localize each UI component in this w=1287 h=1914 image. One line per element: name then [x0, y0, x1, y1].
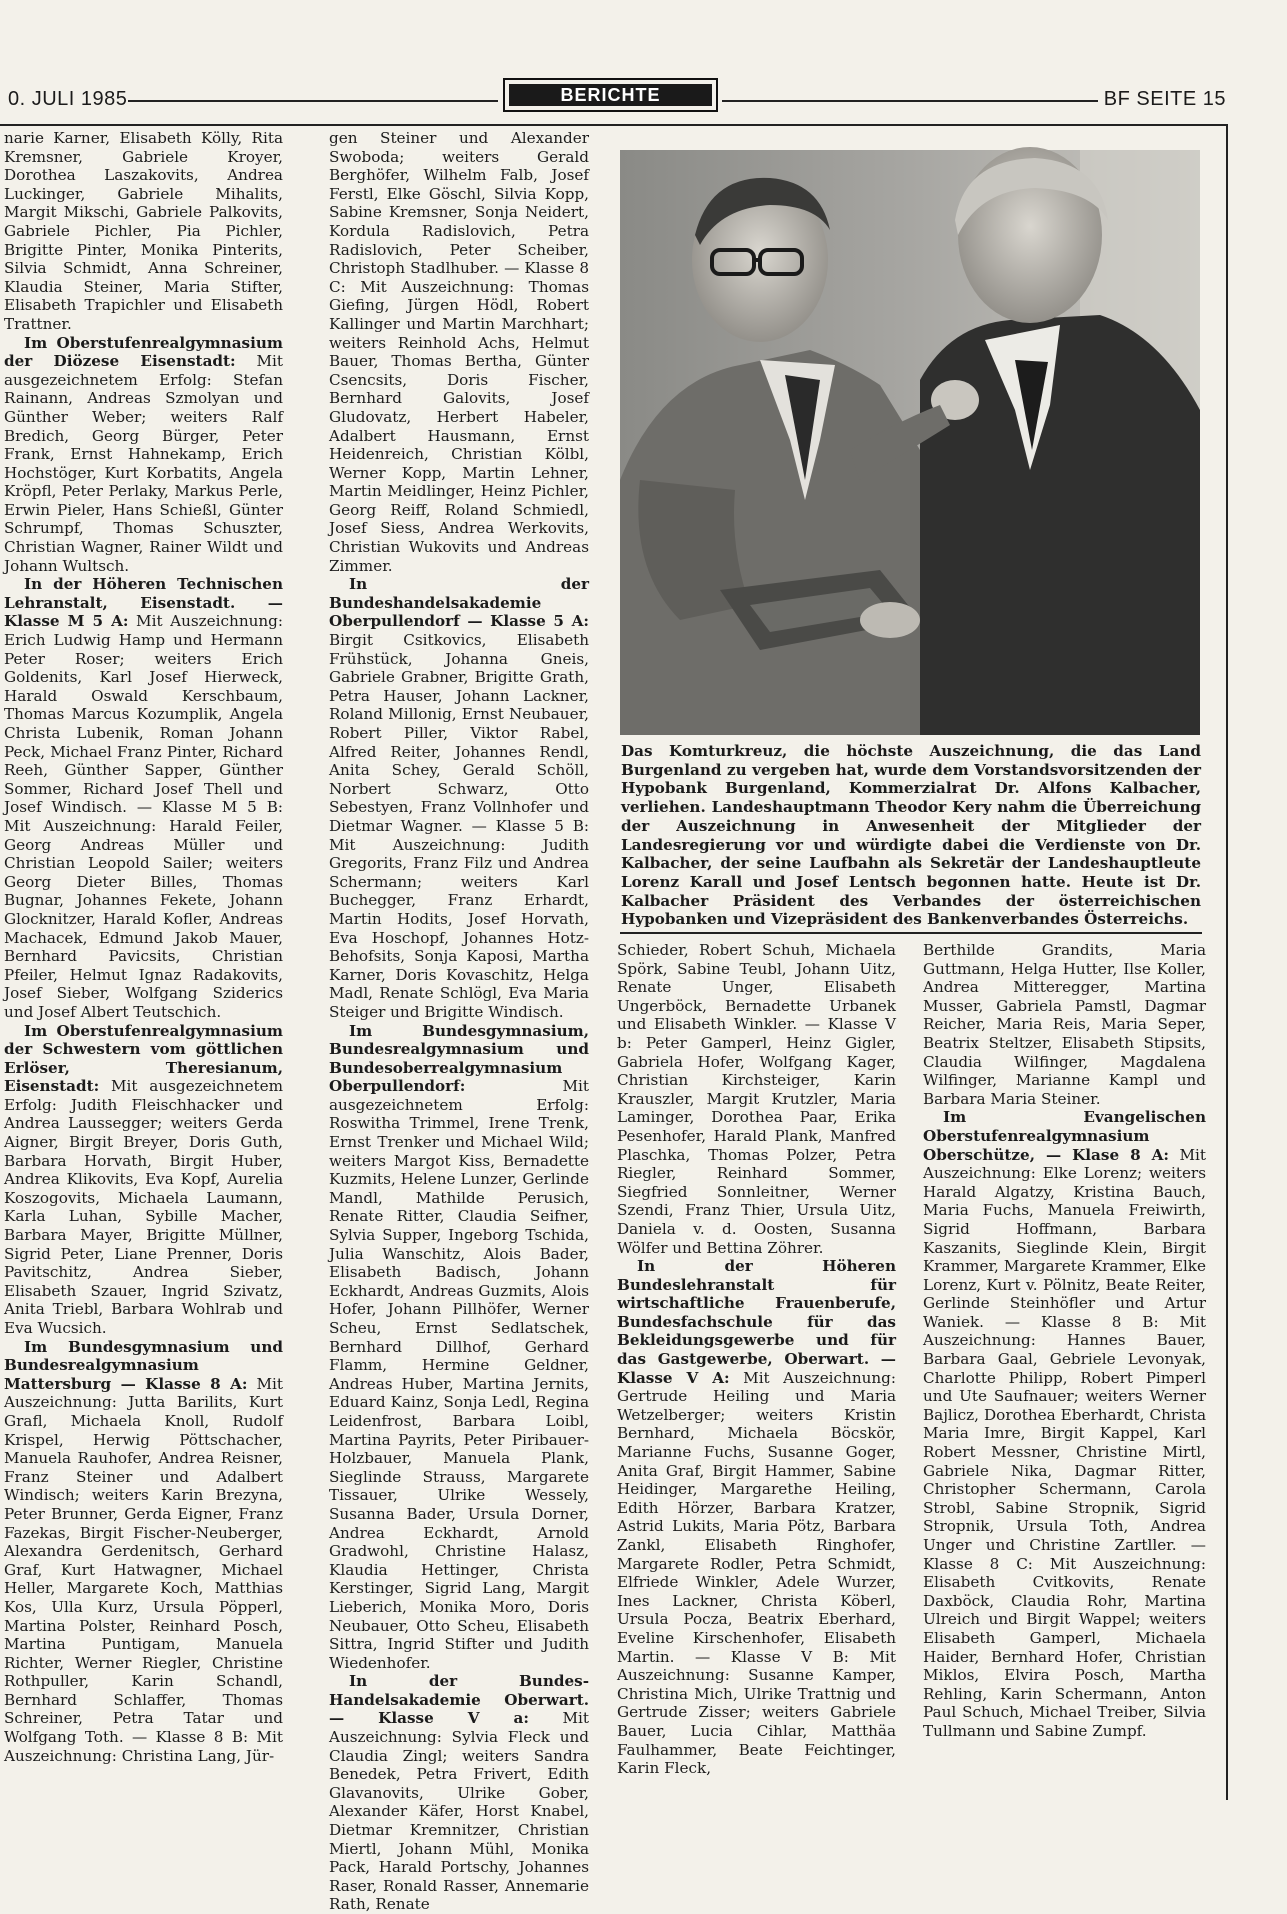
school-heading: Im Bundesgymnasium und Bundesrealgymnasium Mattersburg — Klasse 8 A:: [4, 1337, 283, 1393]
name-list: narie Karner, Elisabeth Kölly, Rita Kremsner, Gabriele Kroyer, Dorothea Laszakovits, Andrea Luckinger, Gabriele Mihalits, Margit Mikschi, Gabriele Palkovits, Gabriele Pichler, Pia Pichler, Brigitte Pinter, Monika Pinterits, Silvia Schmidt, Anna Schreiner, Klaudia Steiner, Maria Stifter, Elisabeth Trapichler und Elisabeth Trattner.: [4, 129, 283, 333]
article-paragraph: [329, 1672, 589, 1914]
name-list: Schieder, Robert Schuh, Michaela Spörk, Sabine Teubl, Johann Uitz, Renate Unger, Elisabeth Ungerböck, Bernadette Urbanek und Elisabeth Winkler. — Klasse V b: Peter Gamperl, Heinz Gigler, Gabriela Hofer, Wolfgang Kager, Christian Kirchsteiger, Karin Krauszler, Margit Krutzler, Maria Laminger, Dorothea Paar, Erika Pesenhofer, Harald Plank, Manfred Plaschka, Thomas Polzer, Petra Riegler, Reinhard Sommer, Siegfried Sonnleitner, Werner Szendi, Franz Thier, Ursula Uitz, Daniela v. d. Oosten, Susanna Wölfer und Bettina Zöhrer.: [617, 941, 896, 1257]
name-list: Mit ausgezeichnetem Erfolg: Judith Fleischhacker und Andrea Laussegger; weiters Gerda Aigner, Birgit Breyer, Doris Guth, Barbara Horvath, Birgit Huber, Andrea Klikovits, Eva Kopf, Aurelia Koszogovits, Michaela Laumann, Karla Luhan, Sybille Macher, Barbara Mayer, Brigitte Müllner, Sigrid Peter, Liane Prenner, Doris Pavitschitz, Andrea Sieber, Elisabeth Szauer, Ingrid Szivatz, Anita Triebl, Barbara Wohlrab und Eva Wucsich.: [4, 1077, 283, 1337]
text-column-2: [329, 129, 589, 1914]
page-header: [0, 86, 1230, 116]
name-list: Mit Auszeichnung: Sylvia Fleck und Claudia Zingl; weiters Sandra Benedek, Petra Frivert, Edith Glavanovits, Ulrike Gober, Alexander Käfer, Horst Knabel, Dietmar Kremnitzer, Christian Miertl, Johann Mühl, Monika Pack, Harald Portschy, Johannes Raser, Ronald Rasser, Annemarie Rath, Renate: [329, 1709, 589, 1914]
name-list: Birgit Csitkovics, Elisabeth Frühstück, Johanna Gneis, Gabriele Grabner, Brigitte Grath, Petra Hauser, Johann Lackner, Roland Millonig, Ernst Neubauer, Robert Piller, Viktor Rabel, Alfred Reiter, Johannes Rendl, Anita Schey, Gerald Schöll, Norbert Schwarz, Otto Sebestyen, Franz Vollnhofer und Dietmar Wagner. — Klasse 5 B: Mit Auszeichnung: Judith Gregorits, Franz Filz und Andrea Schermann; weiters Karl Buchegger, Franz Erhardt, Martin Hodits, Josef Horvath, Eva Hoschopf, Johannes Hotz-Behofsits, Sonja Kaposi, Martha Karner, Doris Kovaschitz, Helga Madl, Renate Schlögl, Eva Maria Steiger und Brigitte Windisch.: [329, 631, 589, 1021]
header-rule-left: [128, 100, 498, 102]
text-column-4: [923, 941, 1206, 1800]
article-paragraph: [617, 1257, 896, 1778]
section-title: BERICHTE: [509, 84, 712, 106]
text-column-3: [617, 941, 896, 1800]
article-paragraph: [4, 129, 283, 334]
name-list: Mit Auszeichnung: Jutta Barilits, Kurt Grafl, Michaela Knoll, Rudolf Krispel, Herwig Pöttschacher, Manuela Rauhofer, Andrea Reisner, Franz Steiner und Adalbert Windisch; weiters Karin Brezyna, Peter Brunner, Gerda Eigner, Franz Fazekas, Birgit Fischer-Neuberger, Alexandra Gerdenitsch, Gerhard Graf, Kurt Hatwagner, Michael Heller, Margarete Koch, Matthias Kos, Ulla Kurz, Ursula Pöpperl, Martina Polster, Reinhard Posch, Martina Puntigam, Manuela Richter, Werner Riegler, Christine Rothpuller, Karin Schandl, Bernhard Schlaffer, Thomas Schreiner, Petra Tatar und Wolfgang Toth. — Klasse 8 B: Mit Auszeichnung: Christina Lang, Jür-: [4, 1374, 283, 1765]
school-heading: Im Bundesgymnasium, Bundesrealgymnasium und Bundesoberrealgymnasium Oberpullendorf:: [329, 1021, 589, 1096]
article-paragraph: [923, 941, 1206, 1108]
article-paragraph: [923, 1108, 1206, 1740]
top-rule: [0, 124, 1227, 126]
name-list: Mit Auszeichnung: Elke Lorenz; weiters Harald Algatzy, Kristina Bauch, Maria Fuchs, Manuela Freiwirth, Sigrid Hoffmann, Barbara Kaszanits, Sieglinde Klein, Birgit Krammer, Margarete Krammer, Elke Lorenz, Kurt v. Pölnitz, Beate Reiter, Gerlinde Steinhöfler und Artur Waniek. — Klasse 8 B: Mit Auszeichnung: Hannes Bauer, Barbara Gaal, Gebriele Levonyak, Charlotte Philipp, Robert Pimperl und Ute Saufnauer; weiters Werner Bajlicz, Dorothea Eberhardt, Christa Maria Imre, Birgit Kappel, Karl Robert Messner, Christine Mirtl, Gabriele Nika, Dagmar Ritter, Christopher Schermann, Carola Strobl, Sabine Stropnik, Sigrid Stropnik, Ursula Toth, Andrea Unger und Christine Zartller. — Klasse 8 C: Mit Auszeichnung: Elisabeth Cvitkovits, Renate Daxböck, Claudia Rohr, Martina Ulreich und Birgit Wappel; weiters Elisabeth Gamperl, Michaela Haider, Bernhard Hofer, Christian Miklos, Elvira Posch, Martha Rehling, Karin Schermann, Anton Paul Schuch, Michael Treiber, Silvia Tullmann und Sabine Zumpf.: [923, 1145, 1206, 1740]
name-list: Mit Auszeichnung: Gertrude Heiling und Maria Wetzelberger; weiters Kristin Bernhard, Michaela Böcskör, Marianne Fuchs, Susanne Goger, Anita Graf, Birgit Hammer, Sabine Heidinger, Margarethe Heiling, Edith Hörzer, Barbara Kratzer, Astrid Lukits, Maria Pötz, Barbara Zankl, Elisabeth Ringhofer, Margarete Rodler, Petra Schmidt, Elfriede Winkler, Adele Wurzer, Ines Lackner, Christa Köberl, Ursula Pocza, Beatrix Eberhard, Eveline Kirschenhofer, Elisabeth Martin. — Klasse V B: Mit Auszeichnung: Susanne Kamper, Christina Mich, Ulrike Trattnig und Gertrude Zisser; weiters Gabriele Bauer, Lucia Cihlar, Matthäa Faulhammer, Beate Feichtinger, Karin Fleck,: [617, 1368, 897, 1778]
photo-caption: Das Komturkreuz, die höchste Auszeichnung, die das Land Burgenland zu vergeben hat, wurde dem Vorstandsvorsitzenden der Hypobank Burgenland, Kommerzialrat Dr. Alfons Kalbacher, verliehen. Landeshauptmann Theodor Kery nahm die Überreichung der Auszeichnung in Anwesenheit der Mitglieder der Landesregierung vor und würdigte dabei die Verdienste von Dr. Kalbacher, der seine Laufbahn als Sekretär der Landeshauptleute Lorenz Karall und Josef Lentsch begonnen hatte. Heute ist Dr. Kalbacher Präsident des Verbandes der österreichischen Hypobanken und Vizepräsident des Bankenverbandes Österreichs.: [621, 742, 1201, 929]
news-photo: [620, 150, 1200, 735]
caption-rule: [620, 932, 1202, 934]
school-heading: Im Oberstufenrealgymnasium der Schwestern vom göttlichen Erlöser, Theresianum, Eisenstadt:: [4, 1021, 283, 1096]
school-heading: In der Bundes-Handelsakademie Oberwart. — Klasse V a:: [329, 1672, 589, 1728]
name-list: Mit Auszeichnung: Erich Ludwig Hamp und Hermann Peter Roser; weiters Erich Goldenits, Karl Josef Hierweck, Harald Oswald Kerschbaum, Thomas Marcus Kozumplik, Angela Christa Lubenik, Roman Johann Peck, Michael Franz Pinter, Richard Reeh, Günther Sapper, Günther Sommer, Richard Josef Thell und Josef Windisch. — Klasse M 5 B: Mit Auszeichnung: Harald Feiler, Georg Andreas Müller und Christian Leopold Sailer; weiters Georg Dieter Billes, Thomas Bugnar, Johannes Fekete, Johann Glocknitzer, Harald Kofler, Andreas Machacek, Edmund Jakob Mauer, Bernhard Pavicsits, Christian Pfeiler, Helmut Ignaz Radakovits, Josef Sieber, Wolfgang Sziderics und Josef Albert Teutschich.: [4, 612, 283, 1021]
name-list: gen Steiner und Alexander Swoboda; weiters Gerald Berghöfer, Wilhelm Falb, Josef Ferstl, Elke Göschl, Silvia Kopp, Sabine Kremsner, Sonja Neidert, Kordula Radislovich, Petra Radislovich, Peter Scheiber, Christoph Stadlhuber. — Klasse 8 C: Mit Auszeichnung: Thomas Giefing, Jürgen Hödl, Robert Kallinger und Martin Marchhart; weiters Reinhold Achs, Helmut Bauer, Thomas Bertha, Günter Csencsits, Doris Fischer, Bernhard Galovits, Josef Gludovatz, Herbert Habeler, Adalbert Hausmann, Ernst Heidenreich, Christian Kölbl, Werner Kopp, Martin Lehner, Martin Meidlinger, Heinz Pichler, Georg Reiff, Roland Schmiedl, Josef Siess, Andrea Werkovits, Christian Wukovits und Andreas Zimmer.: [329, 129, 589, 575]
school-heading: Im Oberstufenrealgymnasium der Diözese Eisenstadt:: [4, 333, 283, 371]
school-heading: In der Höheren Bundeslehranstalt für wirtschaftliche Frauenberufe, Bundesfachschule für das Bekleidungsgewerbe und für das Gastgewerbe, Oberwart. — Klasse V A:: [617, 1257, 896, 1387]
article-paragraph: [329, 575, 589, 1021]
name-list: Berthilde Grandits, Maria Guttmann, Helga Hutter, Ilse Koller, Andrea Mitteregger, Martina Musser, Gabriela Pamstl, Dagmar Reicher, Maria Reis, Maria Seper, Beatrix Steltzer, Elisabeth Stipsits, Claudia Wilfinger, Magdalena Wilfinger, Marianne Kampl und Barbara Maria Steiner.: [923, 941, 1206, 1108]
name-list: Mit ausgezeichnetem Erfolg: Roswitha Trimmel, Irene Trenk, Ernst Trenker und Michael Wild; weiters Margot Kiss, Bernadette Kuzmits, Helene Lunzer, Gerlinde Mandl, Mathilde Perusich, Renate Ritter, Claudia Seifner, Sylvia Supper, Ingeborg Tschida, Julia Wanschitz, Alois Bader, Elisabeth Badisch, Johann Eckhardt, Andreas Guzmits, Alois Hofer, Johann Pillhöfer, Werner Scheu, Ernst Sedlatschek, Bernhard Dillhof, Gerhard Flamm, Hermine Geldner, Andreas Huber, Martina Jernits, Eduard Kainz, Sonja Ledl, Regina Leidenfrost, Barbara Loibl, Martina Payrits, Peter Piribauer-Holzbauer, Manuela Plank, Sieglinde Strauss, Margarete Tissauer, Ulrike Wessely, Susanna Bader, Ursula Dorner, Andrea Eckhardt, Arnold Gradwohl, Christine Halasz, Klaudia Hettinger, Christa Kerstinger, Sigrid Lang, Margit Lieberich, Monika Moro, Doris Neubauer, Otto Scheu, Elisabeth Sittra, Ingrid Stifter und Judith Wiedenhofer.: [329, 1077, 589, 1672]
school-heading: In der Höheren Technischen Lehranstalt, Eisenstadt. — Klasse M 5 A:: [4, 575, 283, 631]
article-paragraph: [329, 129, 589, 575]
page-number: BF SEITE 15: [1103, 88, 1226, 110]
name-list: Mit ausgezeichnetem Erfolg: Stefan Rainann, Andreas Szmolyan und Günther Weber; weiters Ralf Bredich, Georg Bürger, Peter Frank, Ernst Hahnekamp, Erich Hochstöger, Kurt Korbatits, Angela Kröpfl, Peter Perlaky, Markus Perle, Erwin Pieler, Hans Schießl, Günter Schrumpf, Thomas Schuszter, Christian Wagner, Rainer Wildt und Johann Wultsch.: [4, 352, 283, 575]
article-paragraph: [4, 575, 283, 1021]
article-paragraph: [617, 941, 896, 1257]
text-column-1: [0, 129, 283, 1799]
article-paragraph: [4, 1338, 283, 1766]
right-rule: [1226, 124, 1228, 1800]
article-paragraph: [4, 334, 283, 576]
photo-illustration: [620, 150, 1200, 735]
issue-date: 0. JULI 1985: [8, 88, 128, 110]
school-heading: Im Evangelischen Oberstufenrealgymnasium Oberschütze, — Klase 8 A:: [923, 1108, 1206, 1164]
section-box: [503, 78, 718, 112]
article-paragraph: [4, 1022, 283, 1338]
header-rule-right: [722, 100, 1098, 102]
article-paragraph: [329, 1022, 589, 1673]
school-heading: In der Bundeshandelsakademie Oberpullendorf — Klasse 5 A:: [329, 575, 589, 631]
